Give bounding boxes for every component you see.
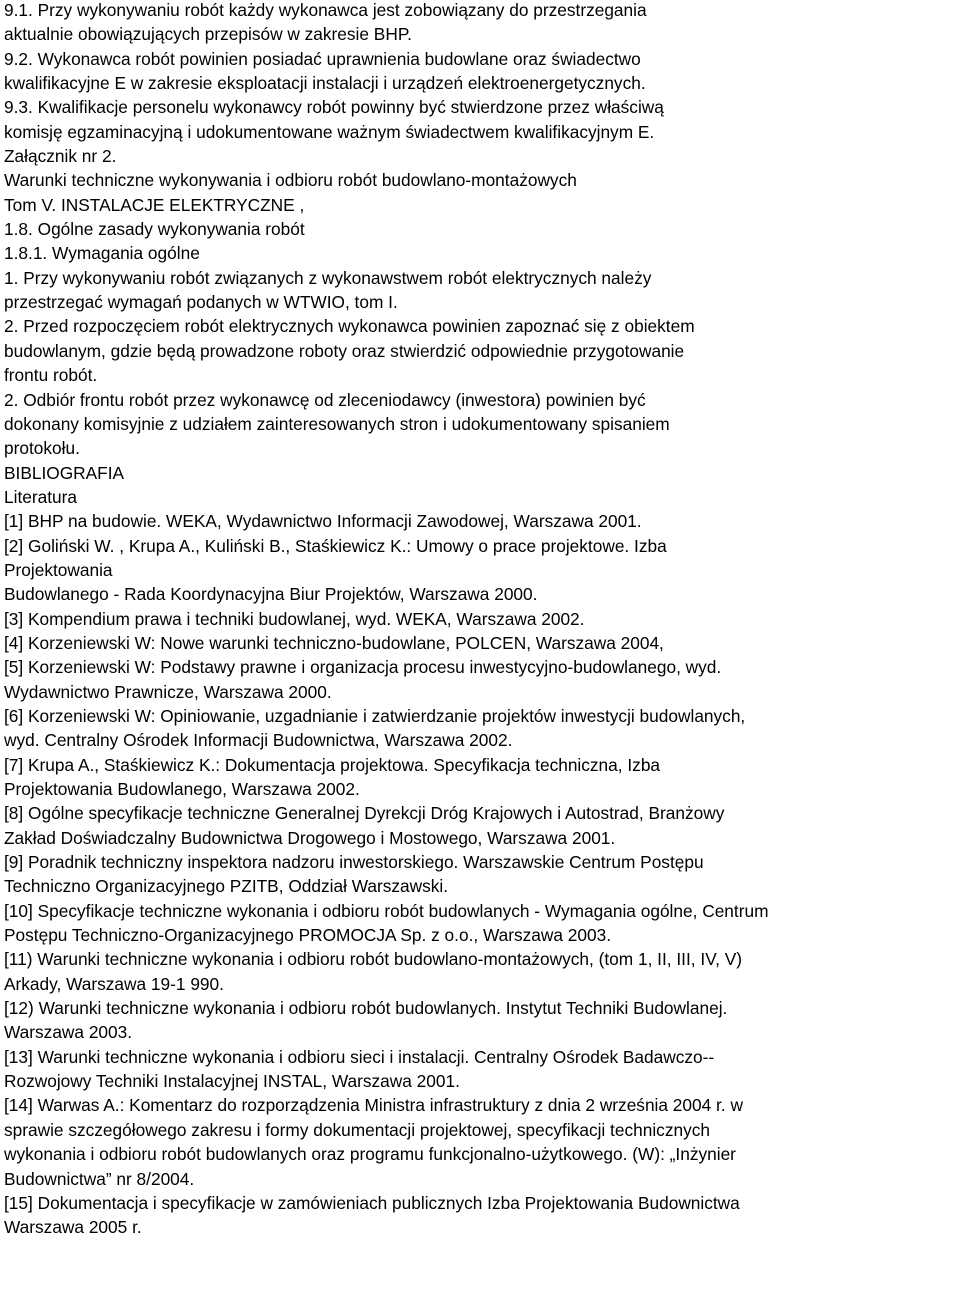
text-line: Załącznik nr 2. [4, 146, 117, 167]
bibliography-entry: Budowlanego - Rada Koordynacyjna Biur Projektów, Warszawa 2000. [4, 584, 538, 605]
bibliography-entry [4, 1240, 960, 1264]
text-line: 9.1. Przy wykonywaniu robót każdy wykonawca jest zobowiązany do przestrzegania [4, 0, 647, 20]
text-line: kwalifikacyjne E w zakresie eksploatacji instalacji i urządzeń elektroenergetycznych. [4, 73, 646, 94]
bibliography-entry: [2] Goliński W. , Krupa A., Kuliński B., Staśkiewicz K.: Umowy o prace projektowe. Izba [4, 535, 667, 556]
bibliography-entry: [13] Warunki techniczne wykonania i odbioru sieci i instalacji. Centralny Ośrodek Badawczo-- [4, 1046, 715, 1067]
text-line: dokonany komisyjnie z udziałem zainteresowanych stron i udokumentowany spisaniem [4, 413, 670, 434]
subsection-heading: Literatura [4, 486, 78, 507]
text-line: komisję egzaminacyjną i udokumentowane ważnym świadectwem kwalifikacyjnym E. [4, 121, 655, 142]
bibliography-entry: [15] Dokumentacja i specyfikacje w zamówieniach publicznych Izba Projektowania Budownictwa [4, 1192, 740, 1213]
text-line: przestrzegać wymagań podanych w WTWIO, tom I. [4, 292, 398, 313]
bibliography-entry: [14] Warwas A.: Komentarz do rozporządzenia Ministra infrastruktury z dnia 2 września 2004 r. w [4, 1095, 743, 1116]
bibliography-entry: [4] Korzeniewski W: Nowe warunki techniczno-budowlane, POLCEN, Warszawa 2004, [4, 632, 664, 653]
text-line: Tom V. INSTALACJE ELEKTRYCZNE , [4, 194, 305, 215]
bibliography-entry: [3] Kompendium prawa i techniki budowlanej, wyd. WEKA, Warszawa 2002. [4, 608, 585, 629]
bibliography-entry: [12) Warunki techniczne wykonania i odbioru robót budowlanych. Instytut Techniki Budowlanej. [4, 998, 728, 1019]
text-line: 1.8.1. Wymagania ogólne [4, 243, 200, 264]
text-line: Warunki techniczne wykonywania i odbioru robót budowlano-montażowych [4, 170, 577, 191]
text-line: 9.3. Kwalifikacje personelu wykonawcy robót powinny być stwierdzone przez właściwą [4, 97, 664, 118]
bibliography-entry: [11) Warunki techniczne wykonania i odbioru robót budowlano-montażowych, (tom 1, II, III, IV, V) [4, 949, 743, 970]
bibliography-entry: Budownictwa” nr 8/2004. [4, 1168, 195, 1189]
bibliography-entry: Wydawnictwo Prawnicze, Warszawa 2000. [4, 681, 332, 702]
text-line: budowlanym, gdzie będą prowadzone roboty oraz stwierdzić odpowiednie przygotowanie [4, 340, 685, 361]
text-line: 1.8. Ogólne zasady wykonywania robót [4, 219, 305, 240]
bibliography-entry: [6] Korzeniewski W: Opiniowanie, uzgadnianie i zatwierdzanie projektów inwestycji budowlanych, [4, 705, 746, 726]
text-line: 1. Przy wykonywaniu robót związanych z wykonawstwem robót elektrycznych należy [4, 267, 652, 288]
text-line: 9.2. Wykonawca robót powinien posiadać uprawnienia budowlane oraz świadectwo [4, 48, 641, 69]
bibliography-entry: [7] Krupa A., Staśkiewicz K.: Dokumentacja projektowa. Specyfikacja techniczna, Izba [4, 754, 661, 775]
bibliography-entry: Arkady, Warszawa 19-1 990. [4, 973, 224, 994]
bibliography-entry: Postępu Techniczno-Organizacyjnego PROMOCJA Sp. z o.o., Warszawa 2003. [4, 925, 612, 946]
text-line: protokołu. [4, 438, 80, 459]
bibliography-entry [4, 1264, 960, 1288]
bibliography-entry: wyd. Centralny Ośrodek Informacji Budownictwa, Warszawa 2002. [4, 730, 513, 751]
bibliography-entry: [9] Poradnik techniczny inspektora nadzoru inwestorskiego. Warszawskie Centrum Postępu [4, 852, 704, 873]
text-line: 2. Przed rozpoczęciem robót elektrycznych wykonawca powinien zapoznać się z obiektem [4, 316, 695, 337]
section-heading: BIBLIOGRAFIA [4, 462, 125, 483]
bibliography-entry: Warszawa 2005 r. [4, 1217, 142, 1238]
bibliography-entry: Projektowania Budowlanego, Warszawa 2002. [4, 779, 360, 799]
bibliography-entry: Warszawa 2003. [4, 1022, 133, 1043]
document-page [4, 0, 960, 1288]
bibliography-entry: sprawie szczegółowego zakresu i formy dokumentacji projektowej, specyfikacji technicznych [4, 1119, 710, 1140]
bibliography-entry: [10] Specyfikacje techniczne wykonania i odbioru robót budowlanych - Wymagania ogólne, Centrum [4, 900, 769, 921]
text-line: frontu robót. [4, 365, 98, 386]
text-line: 2. Odbiór frontu robót przez wykonawcę od zleceniodawcy (inwestora) powinien być [4, 389, 646, 410]
bibliography-entry: wykonania i odbioru robót budowlanych oraz programu funkcjonalno-użytkowego. (W): „Inżynier [4, 1144, 736, 1165]
bibliography-entry: Rozwojowy Techniki Instalacyjnej INSTAL, Warszawa 2001. [4, 1071, 460, 1092]
bibliography-entry: Techniczno Organizacyjnego PZITB, Oddział Warszawski. [4, 876, 449, 897]
bibliography-entry: [5] Korzeniewski W: Podstawy prawne i organizacja procesu inwestycyjno-budowlanego, wyd. [4, 657, 722, 678]
bibliography-entry: [1] BHP na budowie. WEKA, Wydawnictwo Informacji Zawodowej, Warszawa 2001. [4, 511, 642, 532]
text-line: aktualnie obowiązujących przepisów w zakresie BHP. [4, 24, 412, 45]
bibliography-entry: Projektowania [4, 559, 113, 580]
bibliography-entry: [8] Ogólne specyfikacje techniczne Generalnej Dyrekcji Dróg Krajowych i Autostrad, Branżowy [4, 803, 725, 824]
bibliography-entry: Zakład Doświadczalny Budownictwa Drogowego i Mostowego, Warszawa 2001. [4, 827, 616, 848]
